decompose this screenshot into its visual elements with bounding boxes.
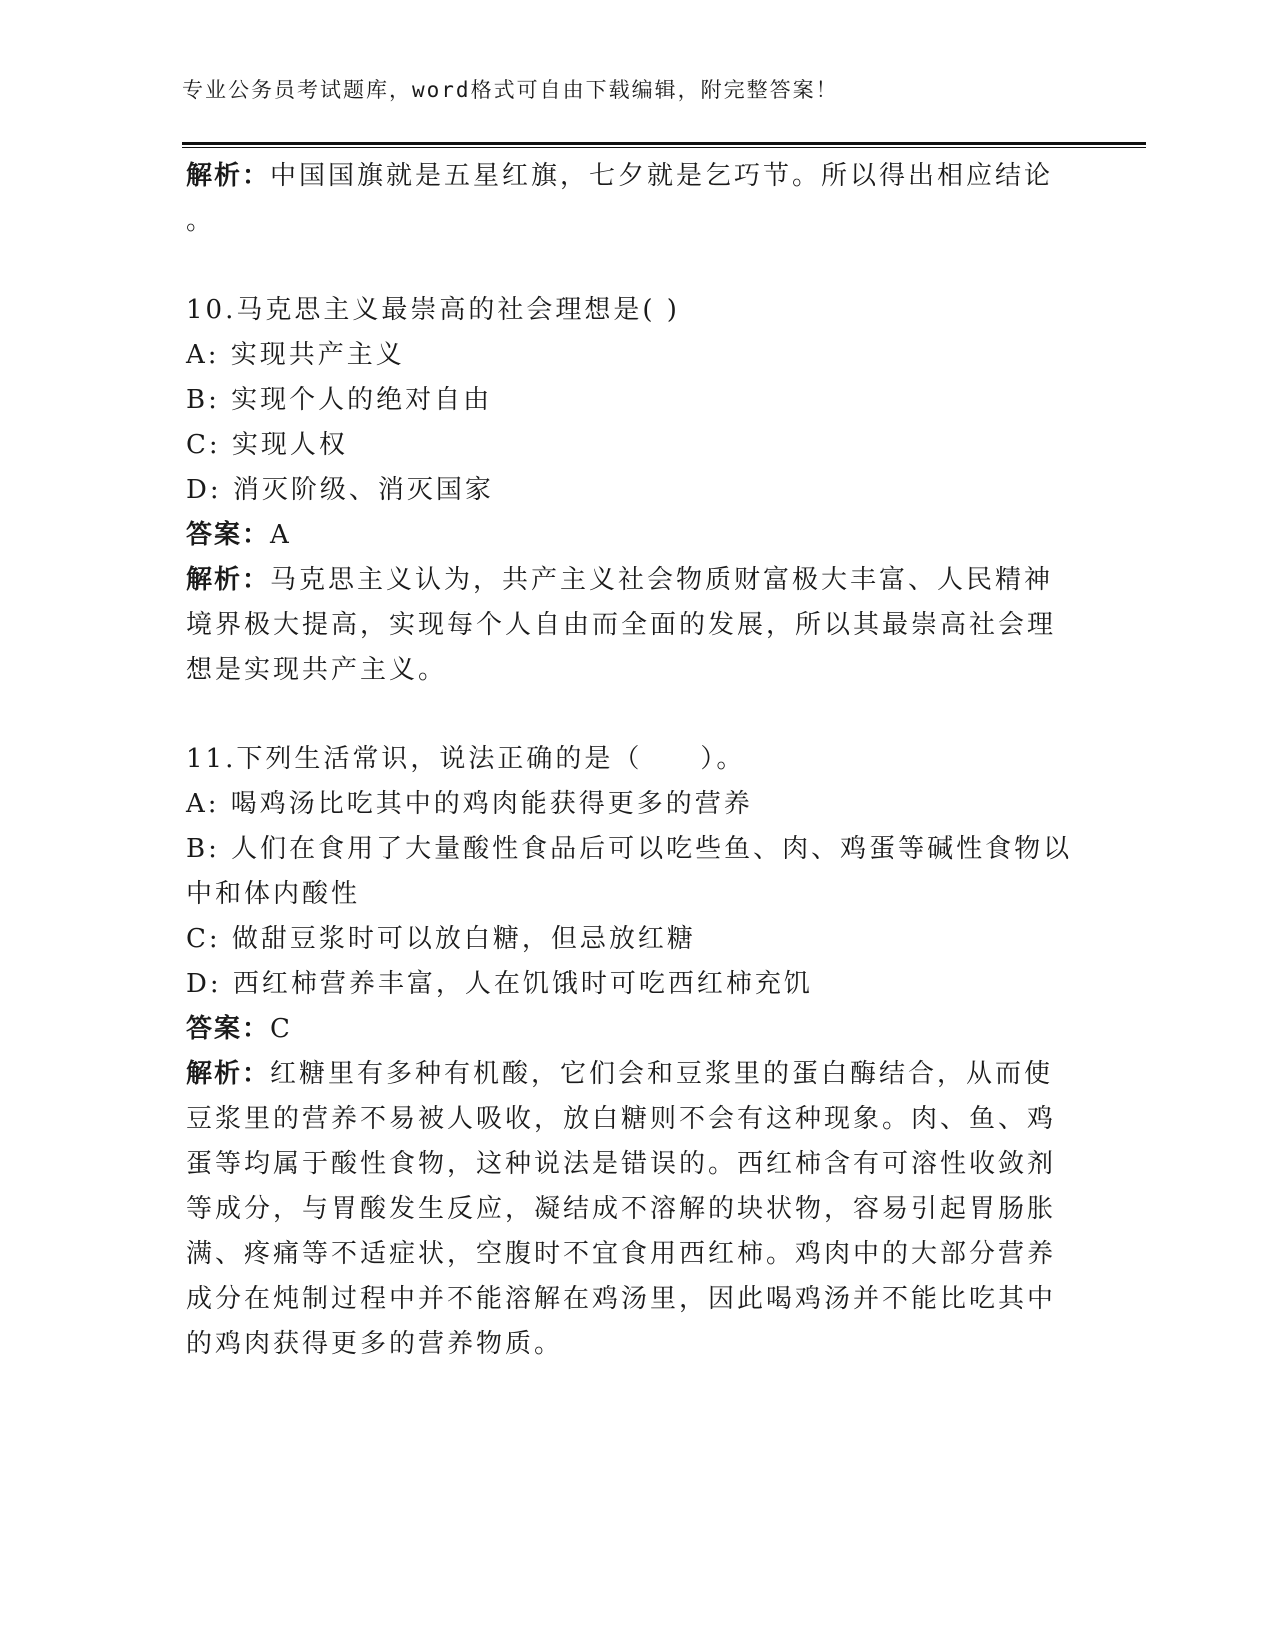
analysis-line: [186, 558, 1066, 603]
analysis-text: 中国国旗就是五星红旗，七夕就是乞巧节。所以得出相应结论: [270, 161, 1054, 191]
answer-value: C: [270, 1014, 293, 1044]
page-header-text: 专业公务员考试题库，word格式可自由下载编辑，附完整答案！: [182, 78, 839, 102]
analysis-line: 的鸡肉获得更多的营养物质。: [186, 1329, 564, 1359]
analysis-line: 成分在炖制过程中并不能溶解在鸡汤里，因此喝鸡汤并不能比吃其中: [186, 1284, 1057, 1314]
option-b-continued: 中和体内酸性: [186, 879, 361, 909]
prev-analysis-line: [186, 154, 1066, 199]
option-a: A: 实现共产主义: [186, 340, 405, 370]
answer-line: [186, 1007, 1066, 1052]
option-a: A: 喝鸡汤比吃其中的鸡肉能获得更多的营养: [186, 789, 753, 819]
option-d: D: 消灭阶级、消灭国家: [186, 475, 494, 505]
header-divider: [182, 142, 1146, 148]
question-block: [186, 288, 1066, 693]
option-c: C: 实现人权: [186, 430, 348, 460]
analysis-line: 蛋等均属于酸性食物，这种说法是错误的。西红柿含有可溶性收敛剂: [186, 1149, 1057, 1179]
question-stem: 10.马克思主义最崇高的社会理想是( ): [186, 295, 680, 325]
spacer: [186, 693, 1066, 737]
answer-line: [186, 513, 1066, 558]
option-b: B: 人们在食用了大量酸性食品后可以吃些鱼、肉、鸡蛋等碱性食物以: [186, 834, 1073, 864]
question-stem: 11.下列生活常识，说法正确的是（ ）。: [186, 744, 746, 774]
answer-label: 答案：: [186, 1014, 271, 1044]
answer-label: 答案：: [186, 520, 271, 550]
analysis-text: 马克思主义认为，共产主义社会物质财富极大丰富、人民精神: [270, 565, 1054, 595]
option-c: C: 做甜豆浆时可以放白糖，但忌放红糖: [186, 924, 696, 954]
analysis-text: 红糖里有多种有机酸，它们会和豆浆里的蛋白酶结合，从而使: [270, 1059, 1054, 1089]
answer-value: A: [270, 520, 292, 550]
analysis-line: 境界极大提高，实现每个人自由而全面的发展，所以其最崇高社会理: [186, 610, 1057, 640]
analysis-label: 解析：: [186, 565, 271, 595]
spacer: [186, 244, 1066, 288]
option-b: B: 实现个人的绝对自由: [186, 385, 493, 415]
analysis-line: [186, 1052, 1066, 1097]
analysis-line: 满、疼痛等不适症状，空腹时不宜食用西红柿。鸡肉中的大部分营养: [186, 1239, 1057, 1269]
analysis-line: 豆浆里的营养不易被人吸收，放白糖则不会有这种现象。肉、鱼、鸡: [186, 1104, 1057, 1134]
prev-analysis-line: 。: [186, 206, 216, 236]
document-content: [186, 154, 1073, 1367]
question-block: [186, 737, 1073, 1367]
option-d: D: 西红柿营养丰富，人在饥饿时可吃西红柿充饥: [186, 969, 813, 999]
analysis-label: 解析：: [186, 161, 271, 191]
analysis-line: 等成分，与胃酸发生反应，凝结成不溶解的块状物，容易引起胃肠胀: [186, 1194, 1057, 1224]
analysis-label: 解析：: [186, 1059, 271, 1089]
analysis-line: 想是实现共产主义。: [186, 655, 448, 685]
